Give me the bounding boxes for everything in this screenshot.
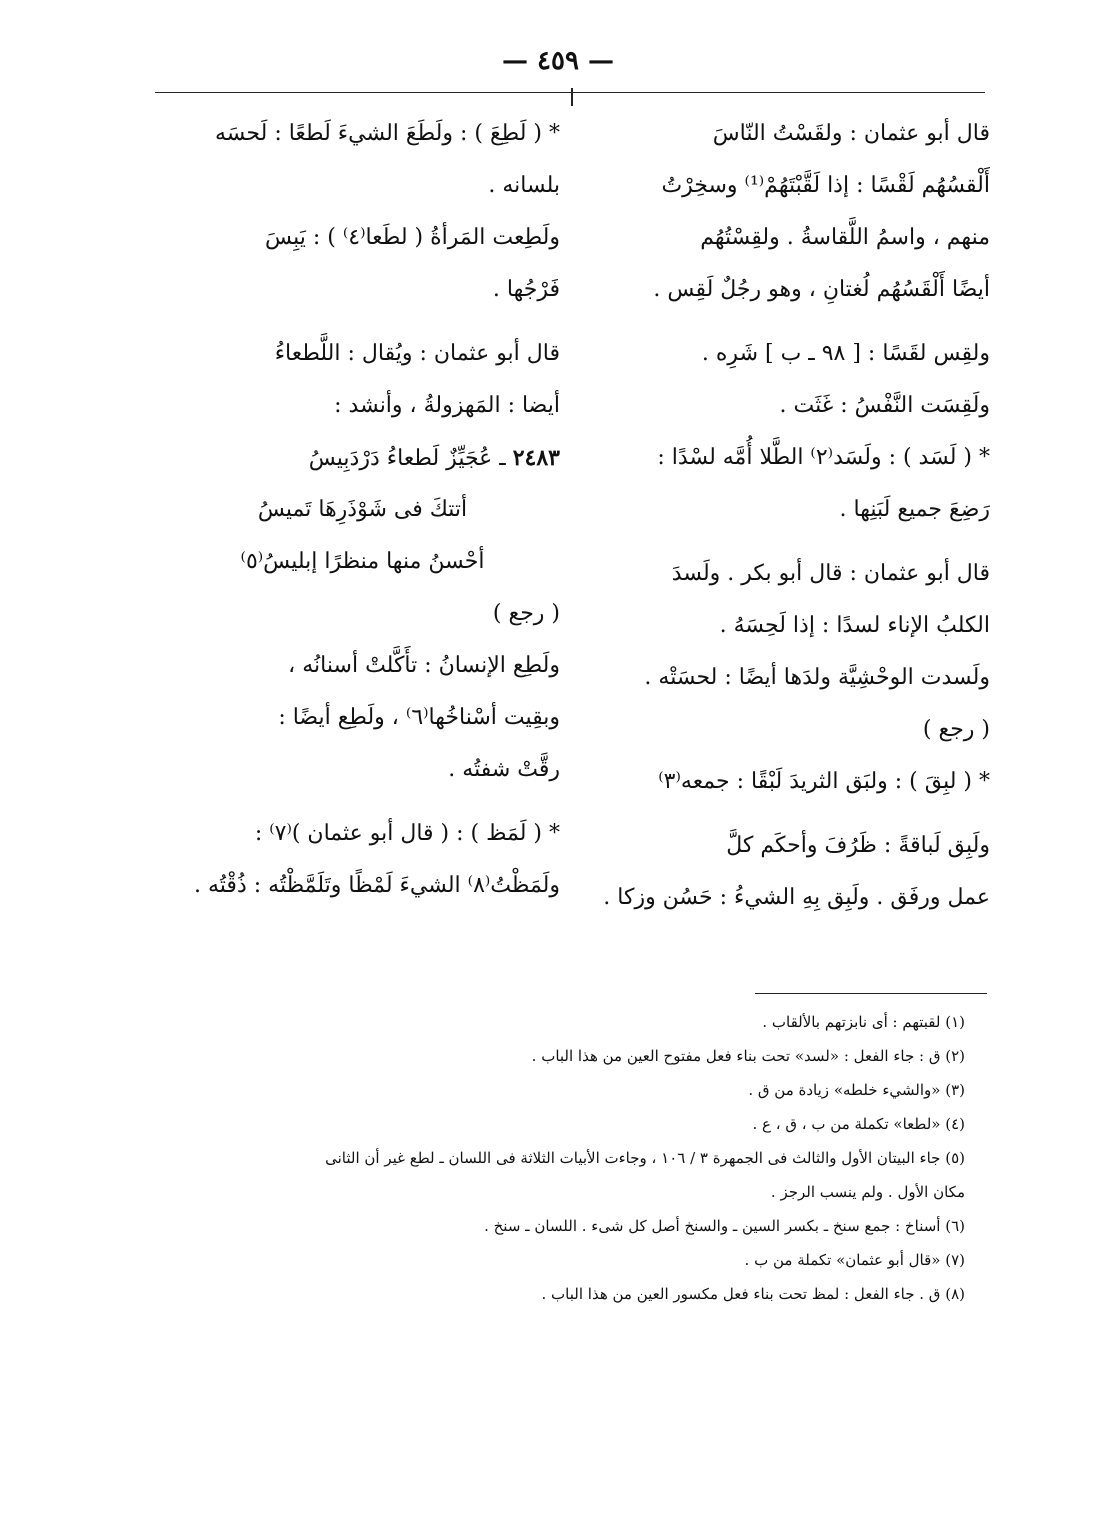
right-column: [600, 108, 990, 924]
section-marker: ( رجع ): [922, 717, 990, 742]
text-line: الكلبُ الإناء لسدًا : إذا لَحِسَهُ .: [719, 613, 990, 638]
footnote-5: (٥) جاء البيتان الأول والثالث فى الجمهرة ٣ / ١٠٦ ، وجاءت الأبيات الثلاثة فى اللسان ـ لطع غير أن الثانى: [325, 1149, 965, 1167]
entry-heading-lasad: * ( لَسَد ) : ولَسَد⁽٢⁾ الطَّلا أُمَّه لسْدًا :: [657, 445, 990, 470]
footnote-3: (٣) «والشيء خلطه» زيادة من ق .: [748, 1081, 965, 1099]
text-line: ولَقِسَت النَّفْسُ : غَثَت .: [779, 393, 990, 418]
verse-line-1: ٢٤٨٣ ـ عُجَيِّزٌ لَطعاءُ دَرْدَبِيسُ: [308, 445, 560, 471]
entry-heading-lamaz: * ( لَمَظ ) : ( قال أبو عثمان )⁽٧⁾ :: [254, 821, 560, 846]
verse-text: عُجَيِّزٌ لَطعاءُ دَرْدَبِيسُ: [308, 446, 493, 471]
footnote-8: (٨) ق . جاء الفعل : لمظ تحت بناء فعل مكسور العين من هذا الباب .: [541, 1285, 965, 1303]
footnote-2: (٢) ق : جاء الفعل : «لسد» تحت بناء فعل مفتوح العين من هذا الباب .: [531, 1047, 965, 1065]
footnote-rule: [755, 993, 987, 994]
text-line: ولقِس لقَسًا : [ ٩٨ ـ ب ] شَرِه .: [701, 341, 990, 366]
text-line: رقَّتْ شفتُه .: [448, 757, 560, 782]
verse-number: ٢٤٨٣: [512, 445, 560, 471]
text-line: ولَطِع الإنسانُ : تأَكَّلتْ أسنانُه ،: [288, 653, 560, 678]
footnote-6: (٦) أسناخ : جمع سنخ ـ بكسر السين ـ والسنخ أصل كل شىء . اللسان ـ سنخ .: [484, 1217, 965, 1235]
column-divider: [571, 88, 573, 106]
text-line: قال أبو عثمان : ولقَسْتُ النّاسَ: [712, 121, 990, 146]
text-line: وبقِيت أسْناخُها⁽٦⁾ ، ولَطِع أيضًا :: [278, 705, 560, 730]
footnote-4: (٤) «لطعا» تكملة من ب ، ق ، ع .: [752, 1115, 965, 1133]
text-line: منهم ، واسمُ اللَّقاسةُ . ولقِسْتُهُم: [700, 225, 990, 250]
text-line: ولَسدت الوحْشِيَّة ولدَها أيضًا : لحسَتْه .: [644, 665, 990, 690]
footnotes: [165, 1005, 965, 1311]
text-line: بلسانه .: [488, 173, 560, 198]
text-line: عمل ورفَق . ولَبِق بِهِ الشيءُ : حَسُن وزكا .: [603, 885, 990, 910]
footnote-7: (٧) «قال أبو عثمان» تكملة من ب .: [744, 1251, 965, 1269]
text-line: أيضا : المَهزولةُ ، وأنشد :: [334, 393, 560, 418]
page-number: — ٤٥٩ —: [501, 46, 615, 76]
left-column: [165, 108, 560, 912]
text-line: قال أبو عثمان : قال أبو بكر . ولَسدَ: [671, 561, 990, 586]
verse-line-3: أحْسنُ منها منظرًا إبليسُ⁽٥⁾: [240, 549, 485, 574]
text-line: ولَطِعت المَرأةُ ( لطَعا⁽٤⁾ ) : يَبِسَ: [265, 225, 560, 250]
text-line: ولَبِق لَباقةً : ظَرُفَ وأحكَم كلَّ: [726, 833, 990, 858]
section-marker: ( رجع ): [492, 601, 560, 626]
entry-heading-labiq: * ( لبِقَ ) : ولبَق الثريدَ لَبْقًا : جمعه⁽٣⁾: [658, 769, 990, 794]
verse-line-2: أتتكَ فى شَوْذَرِهَا تَميسُ: [257, 497, 468, 522]
text-line: أيضًا أَلْقَسُهُم لُغتانِ ، وهو رجُلٌ لَقِس .: [653, 277, 990, 302]
text-line: قال أبو عثمان : ويُقال : اللَّطعاءُ: [274, 341, 560, 366]
text-line: ولَمَظْتُ⁽٨⁾ الشيءَ لَمْظًا وتَلَمَّظْتُه : ذُقْتُه .: [194, 873, 560, 898]
text-line: أَلْقسُهُم لَقْسًا : إذا لَقَّبْتَهُمْ⁽¹⁾ وسخِرْتُ: [661, 173, 990, 198]
header-rule: [155, 92, 985, 93]
entry-heading-lati: * ( لَطِعَ ) : ولَطَعَ الشيءَ لَطعًا : لَحسَه: [215, 121, 560, 146]
text-line: فَرْجُها .: [492, 277, 560, 302]
text-line: رَضِعَ جميع لَبَنِها .: [839, 497, 990, 522]
footnote-5-continued: مكان الأول . ولم ينسب الرجز .: [770, 1183, 965, 1201]
footnote-1: (١) لقبتهم : أى نابزتهم بالألقاب .: [762, 1013, 965, 1031]
